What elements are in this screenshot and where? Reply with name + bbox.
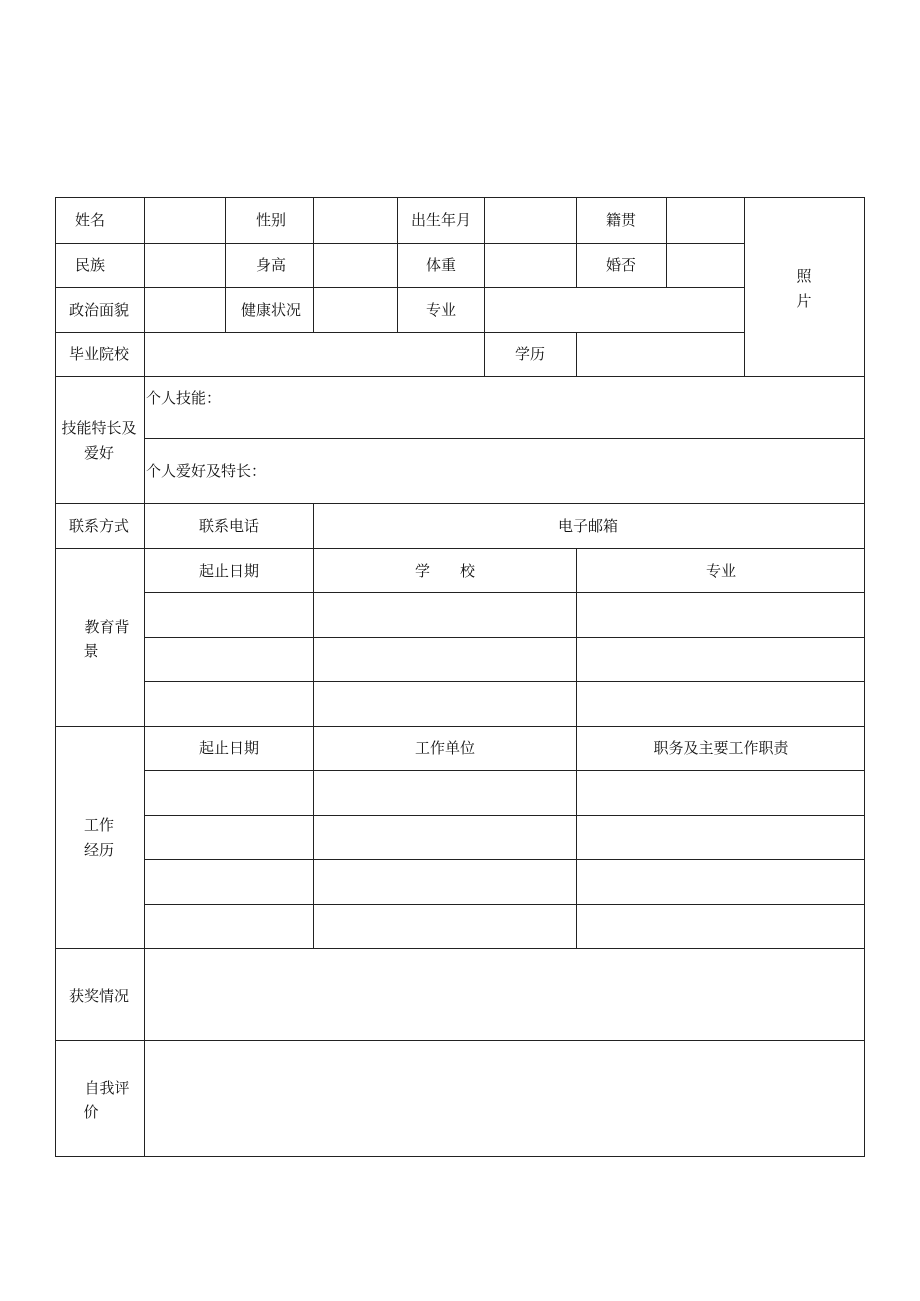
name-label: 姓名 (74, 211, 106, 229)
personal-skills-field[interactable] (145, 377, 864, 438)
self-evaluation-field[interactable] (145, 1041, 864, 1156)
personal-skills-label: 个人技能： (146, 389, 222, 407)
graduate-school-label: 毕业院校 (68, 345, 130, 363)
marital-status-label: 婚否 (605, 256, 637, 274)
marital-status-field[interactable] (667, 244, 744, 287)
awards-section-label: 获奖情况 (68, 987, 130, 1005)
education-row[interactable] (145, 593, 864, 637)
major-field[interactable] (485, 288, 744, 332)
ethnicity-label: 民族 (74, 256, 106, 274)
border-left (55, 197, 56, 1157)
education-date-header: 起止日期 (198, 562, 260, 580)
name-field[interactable] (145, 198, 225, 243)
education-row[interactable] (145, 682, 864, 726)
hobbies-label: 个人爱好及特长： (146, 462, 267, 480)
hobbies-field[interactable] (145, 439, 864, 503)
ethnicity-field[interactable] (145, 244, 225, 287)
work-row[interactable] (145, 771, 864, 815)
border-right (864, 197, 865, 1157)
degree-field[interactable] (577, 333, 744, 376)
resume-form (55, 197, 865, 1157)
contact-section-label: 联系方式 (68, 517, 130, 535)
weight-label: 体重 (425, 256, 457, 274)
political-status-label: 政治面貌 (68, 301, 130, 319)
political-status-field[interactable] (145, 288, 225, 332)
awards-field[interactable] (145, 949, 864, 1040)
native-place-field[interactable] (667, 198, 744, 243)
height-label: 身高 (255, 256, 287, 274)
weight-field[interactable] (485, 244, 576, 287)
work-section-label: 工作 (83, 816, 115, 834)
education-major-header: 专业 (705, 562, 737, 580)
education-section-label: 教育背 (84, 618, 130, 636)
work-employer-header: 工作单位 (414, 739, 476, 757)
photo-label: 照 (796, 267, 812, 285)
native-place-label: 籍贯 (605, 211, 637, 229)
border-bottom (55, 1156, 865, 1157)
health-status-label: 健康状况 (240, 301, 302, 319)
skills-section-label: 技能特长及 (61, 419, 137, 437)
work-row[interactable] (145, 860, 864, 904)
skills-section-label: 爱好 (83, 444, 115, 462)
row-line (55, 726, 865, 727)
health-status-field[interactable] (314, 288, 397, 332)
birth-date-field[interactable] (485, 198, 576, 243)
birth-date-label: 出生年月 (410, 211, 472, 229)
row-line (55, 503, 865, 504)
work-duties-header: 职务及主要工作职责 (653, 739, 789, 757)
photo-area[interactable] (745, 198, 864, 376)
self-evaluation-label: 价 (83, 1103, 99, 1121)
photo-label: 片 (796, 292, 812, 310)
col-line (225, 197, 226, 332)
graduate-school-field[interactable] (145, 333, 484, 376)
gender-label: 性别 (255, 211, 287, 229)
education-section-label: 景 (83, 642, 99, 660)
work-row[interactable] (145, 816, 864, 859)
height-field[interactable] (314, 244, 397, 287)
email-label: 电子邮箱 (557, 517, 619, 535)
work-row[interactable] (145, 905, 864, 948)
work-date-header: 起止日期 (198, 739, 260, 757)
col-line (397, 197, 398, 332)
gender-field[interactable] (314, 198, 397, 243)
row-line (55, 548, 865, 549)
work-section-label: 经历 (83, 841, 115, 859)
self-evaluation-label: 自我评 (84, 1079, 130, 1097)
col-line (576, 197, 577, 287)
education-row[interactable] (145, 638, 864, 681)
education-school-header: 学 校 (414, 562, 476, 580)
major-label: 专业 (425, 301, 457, 319)
phone-label: 联系电话 (198, 517, 260, 535)
degree-label: 学历 (514, 345, 546, 363)
